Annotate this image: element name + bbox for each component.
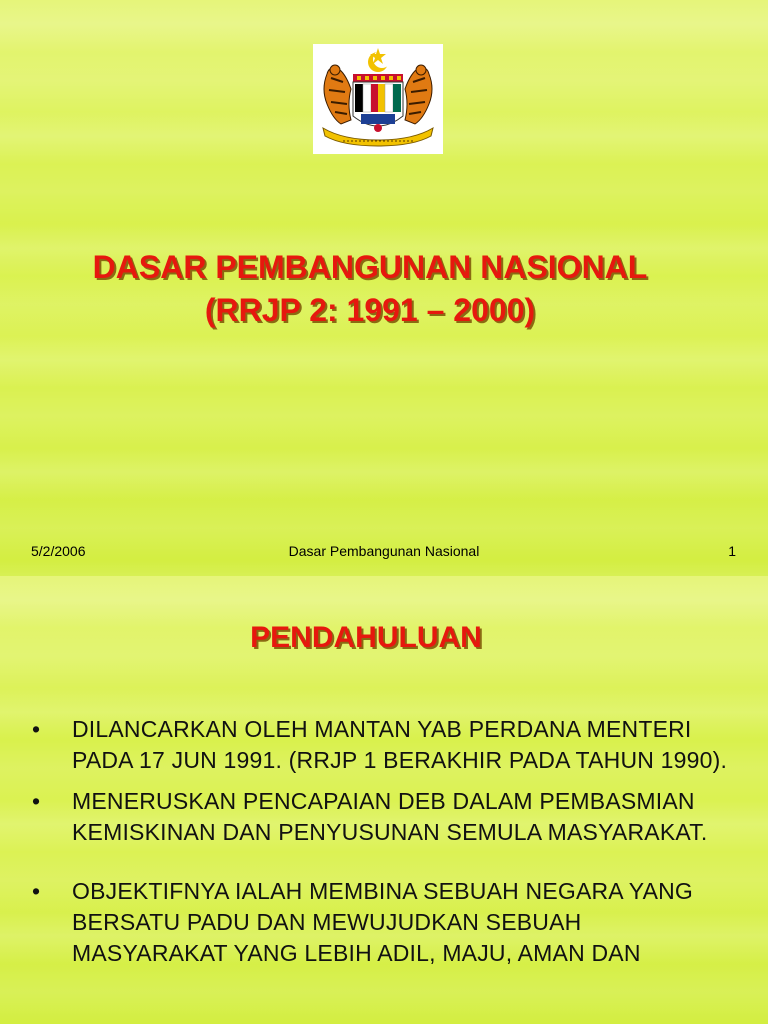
- list-item-text: DILANCARKAN OLEH MANTAN YAB PERDANA MENTERI PADA 17 JUN 1991. (RRJP 1 BERAKHIR PADA TAHUN 1990).: [72, 716, 728, 773]
- footer-date: 5/2/2006: [31, 543, 86, 559]
- bullet-marker: •: [32, 716, 41, 742]
- section-heading: PENDAHULUAN: [250, 621, 482, 654]
- bullet-list: [32, 714, 732, 969]
- bullet-marker: •: [32, 878, 41, 904]
- list-item: [32, 786, 732, 848]
- list-item: [32, 876, 732, 969]
- footer-page-number: 1: [728, 543, 736, 559]
- slide-title-line-1: DASAR PEMBANGUNAN NASIONAL: [92, 249, 648, 285]
- slide-title-line-2: (RRJP 2: 1991 – 2000): [204, 292, 536, 328]
- list-item-text: MENERUSKAN PENCAPAIAN DEB DALAM PEMBASMIAN KEMISKINAN DAN PENYUSUNAN SEMULA MASYARAKAT.: [72, 788, 708, 845]
- malaysia-coat-of-arms-icon: [313, 44, 443, 154]
- slide-2: [0, 576, 768, 1024]
- list-item: [32, 714, 732, 776]
- list-item-text: OBJEKTIFNYA IALAH MEMBINA SEBUAH NEGARA YANG BERSATU PADU DAN MEWUJUDKAN SEBUAH MASYARAKAT YANG LEBIH ADIL, MAJU, AMAN DAN: [72, 878, 694, 966]
- bullet-marker: •: [32, 788, 41, 814]
- footer-title: Dasar Pembangunan Nasional: [288, 543, 480, 559]
